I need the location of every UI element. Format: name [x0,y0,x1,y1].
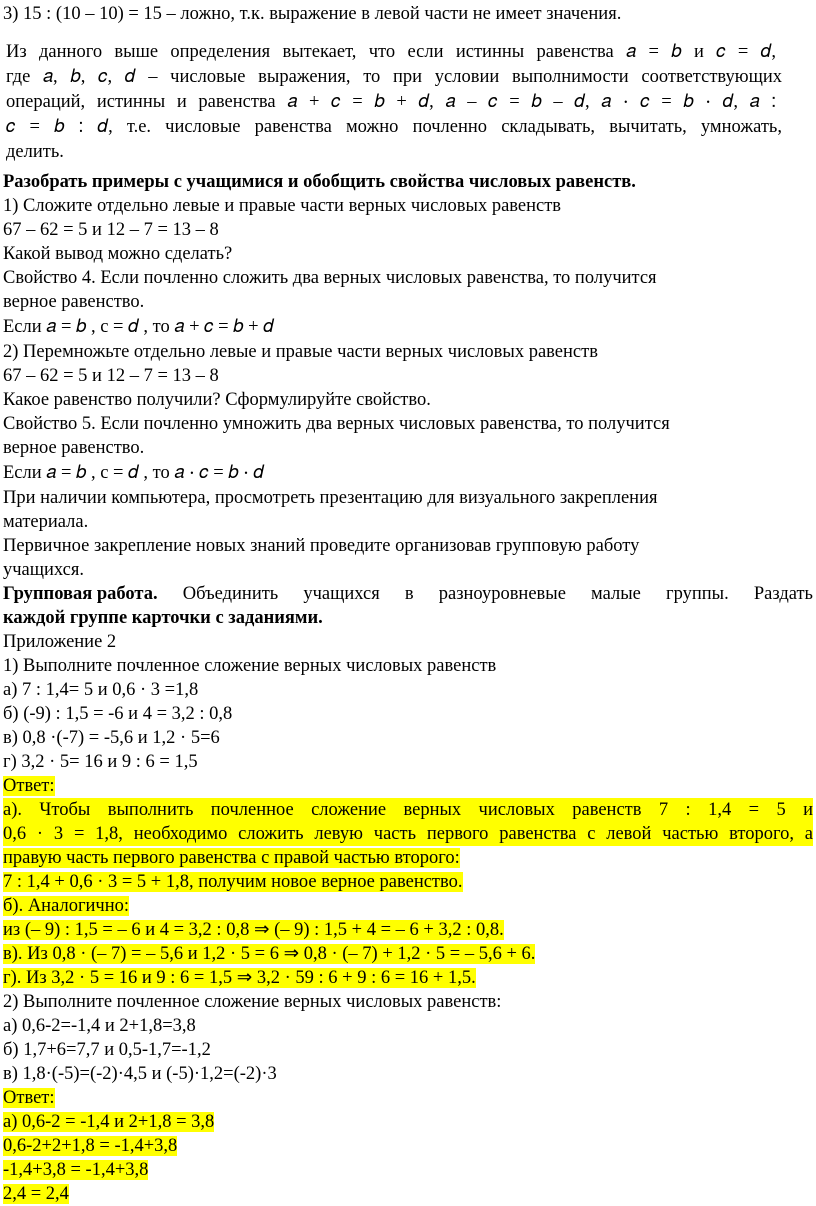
answer-line: из (– 9) : 1,5 = – 6 и 4 = 3,2 : 0,8 ⇒ (– 9) : 1,5 + 4 = – 6 + 3,2 : 0,8. [3,920,504,940]
text-line: 67 – 62 = 5 и 12 – 7 = 13 – 8 [3,366,219,386]
task-item: а) 0,6-2=-1,4 и 2+1,8=3,8 [3,1016,196,1036]
task-item: б) (-9) : 1,5 = -6 и 4 = 3,2 : 0,8 [3,704,233,724]
text-line: Из данного выше определения вытекает, что если истинны равенства 𝑎 = 𝑏 и 𝑐 = 𝑑, [6,42,776,62]
answer-label-row [3,1086,55,1110]
text-line: верное равенство. [3,292,145,312]
text-line: 67 – 62 = 5 и 12 – 7 = 13 – 8 [3,220,219,240]
text-line: операций, истинны и равенства 𝑎 + 𝑐 = 𝑏 + 𝑑, 𝑎 – 𝑐 = 𝑏 – 𝑑, 𝑎 ⋅ 𝑐 = 𝑏 ⋅ 𝑑, 𝑎 ∶ [6,92,776,112]
answer-line: 2,4 = 2,4 [3,1184,69,1204]
text-line: Какой вывод можно сделать? [3,244,233,264]
text-line: 1) Сложите отдельно левые и правые части верных числовых равенств [3,196,562,216]
text-line: Какое равенство получили? Сформулируйте свойство. [3,390,431,410]
text-line: Первичное закрепление новых знаний проведите организовав групповую работу [3,536,640,556]
text-line: 3) 15 : (10 – 10) = 15 – ложно, т.к. выражение в левой части не имеет значения. [3,4,622,24]
group-work-label: Групповая работа. [3,584,158,604]
answer-label: Ответ: [3,776,55,796]
answer-row [3,1182,69,1206]
answer-line: правую часть первого равенства с правой частью второго: [3,848,460,868]
answer-line: -1,4+3,8 = -1,4+3,8 [3,1160,149,1180]
answer-line: а) 0,6-2 = -1,4 и 2+1,8 = 3,8 [3,1112,215,1132]
answer-row [3,918,504,942]
task-item: в) 1,8·(-5)=(-2)·4,5 и (-5)·1,2=(-2)·3 [3,1064,277,1084]
answer-row [3,870,463,894]
text-line: делить. [6,142,64,162]
task-item: г) 3,2 · 5= 16 и 9 : 6 = 1,5 [3,752,198,772]
answer-line: г). Из 3,2 · 5 = 16 и 9 : 6 = 1,5 ⇒ 3,2 · 59 : 6 + 9 : 6 = 16 + 1,5. [3,968,476,988]
formula-line: Если 𝑎 = 𝑏 , с = 𝑑 , то 𝑎 ⋅ 𝑐 = 𝑏 ⋅ 𝑑 [3,463,265,483]
answer-line: 7 : 1,4 + 0,6 · 3 = 5 + 1,8, получим новое верное равенство. [3,872,463,892]
task-heading: 1) Выполните почленное сложение верных числовых равенств [3,656,497,676]
answer-row [3,966,476,990]
answer-row [3,894,129,918]
answer-line: 0,6 · 3 = 1,8, необходимо сложить левую часть первого равенства с левой частью второго, а [3,824,813,844]
text-line: материала. [3,512,89,532]
answer-line: 0,6-2+2+1,8 = -1,4+3,8 [3,1136,178,1156]
text-line: Свойство 4. Если почленно сложить два верных числовых равенства, то получится [3,268,657,288]
answer-line: б). Аналогично: [3,896,130,916]
text-line: Свойство 5. Если почленно умножить два верных числовых равенства, то получится [3,414,670,434]
formula-line: Если 𝑎 = 𝑏 , с = 𝑑 , то 𝑎 + 𝑐 = 𝑏 + 𝑑 [3,317,274,337]
answer-row [3,1158,148,1182]
answer-row [3,846,460,870]
text-line: При наличии компьютера, просмотреть презентацию для визуального закрепления [3,488,658,508]
group-work-line [3,582,813,606]
task-item: б) 1,7+6=7,7 и 0,5-1,7=-1,2 [3,1040,211,1060]
answer-row [3,1110,214,1134]
text-line: где 𝑎, 𝑏, 𝑐, 𝑑 – числовые выражения, то при условии выполнимости соответствующих [6,67,782,87]
task-item: а) 7 : 1,4= 5 и 0,6 · 3 =1,8 [3,680,199,700]
answer-label: Ответ: [3,1088,55,1108]
answer-line: а). Чтобы выполнить почленное сложение верных числовых равенств 7 : 1,4 = 5 и [3,800,813,820]
text-line: учащихся. [3,560,84,580]
answer-line: в). Из 0,8 · (– 7) = – 5,6 и 1,2 · 5 = 6 ⇒ 0,8 · (– 7) + 1,2 · 5 = – 5,6 + 6. [3,944,536,964]
section-heading: Разобрать примеры с учащимися и обобщить свойства числовых равенств. [3,172,636,192]
text-line: 2) Перемножьте отдельно левые и правые части верных числовых равенств [3,342,598,362]
appendix-title: Приложение 2 [3,632,117,652]
answer-label-row [3,774,55,798]
text-line: Объединить учащихся в разноуровневые малые группы. Раздать [157,584,813,604]
text-line: 𝑐 = 𝑏 ∶ 𝑑, т.е. числовые равенства можно почленно складывать, вычитать, умножать, [6,117,782,137]
answer-row [3,1134,177,1158]
task-heading: 2) Выполните почленное сложение верных числовых равенств: [3,992,502,1012]
text-line: каждой группе карточки с заданиями. [3,608,323,628]
text-line: верное равенство. [3,438,145,458]
answer-row [3,942,535,966]
task-item: в) 0,8 ·(-7) = -5,6 и 1,2 · 5=6 [3,728,220,748]
